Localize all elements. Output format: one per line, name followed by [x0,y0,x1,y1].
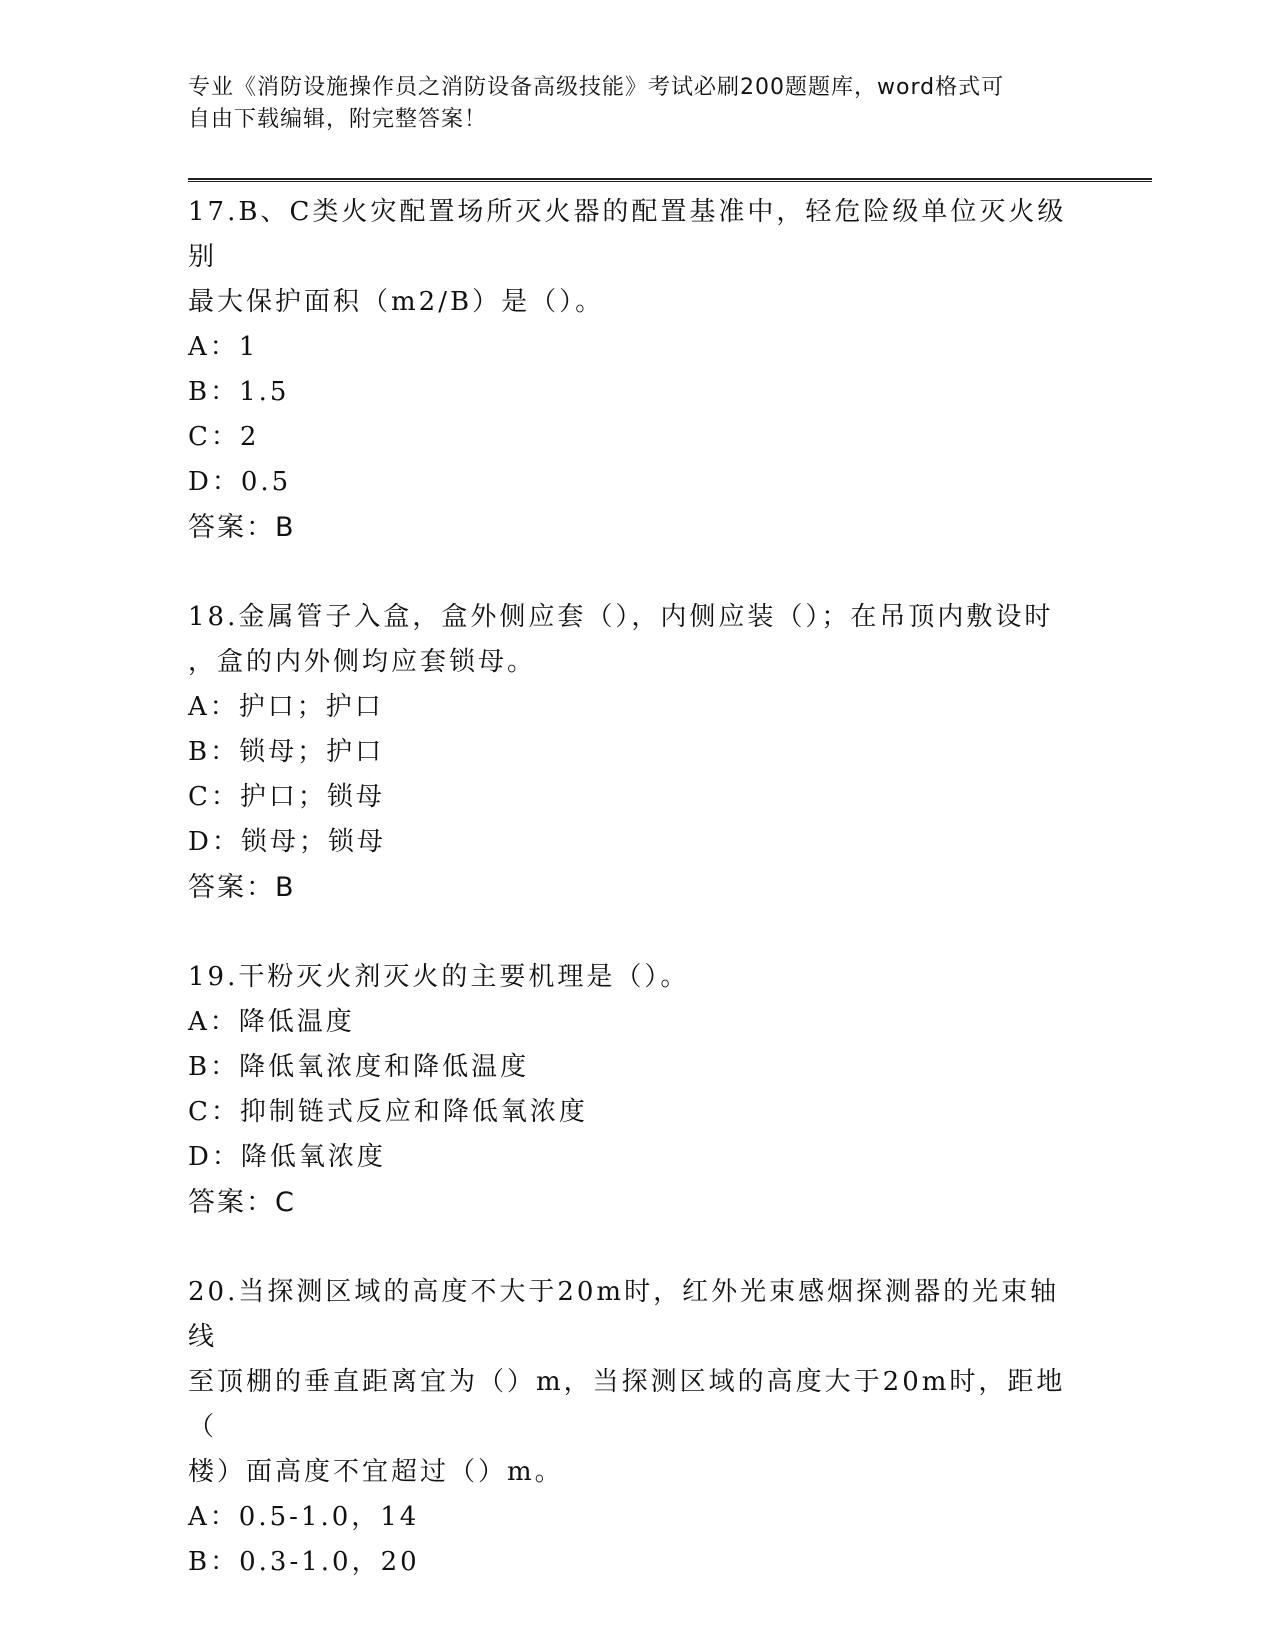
option-a: A：0.5-1.0，14 [188,1502,420,1532]
question-stem-line: 至顶棚的垂直距离宜为（）m，当探测区域的高度大于20m时，距地（ [188,1367,1066,1442]
option-a: A：1 [188,332,259,362]
option-c: C：抑制链式反应和降低氧浓度 [188,1097,588,1127]
option-a: A：护口；护口 [188,692,384,722]
answer-label: 答案：B [188,872,296,903]
question-list [188,190,1088,1585]
question-17 [188,190,1088,550]
option-a: A：降低温度 [188,1007,355,1037]
question-stem-line: 19.干粉灭火剂灭火的主要机理是（）。 [188,962,690,992]
question-18 [188,595,1088,910]
answer-label: 答案：C [188,1187,296,1218]
header-line-1: 专业《消防设施操作员之消防设备高级技能》考试必刷200题题库，word格式可 [188,75,1005,100]
question-20 [188,1270,1088,1585]
option-b: B：0.3-1.0，20 [188,1547,420,1577]
question-stem-line: 18.金属管子入盒，盒外侧应套（），内侧应装（）；在吊顶内敷设时 [188,602,1054,632]
question-stem-line: 最大保护面积（m2/B）是（）。 [188,287,605,317]
option-d: D：锁母；锁母 [188,827,386,857]
question-stem-line: 楼）面高度不宜超过（）m。 [188,1457,564,1487]
question-19 [188,955,1088,1225]
answer-label: 答案：B [188,512,296,543]
header-divider [188,178,1152,182]
question-stem-line: 17.B、C类火灾配置场所灭火器的配置基准中，轻危险级单位灭火级别 [188,197,1067,272]
option-b: B：锁母；护口 [188,737,385,767]
option-b: B：1.5 [188,377,290,407]
option-b: B：降低氧浓度和降低温度 [188,1052,530,1082]
option-d: D：降低氧浓度 [188,1142,386,1172]
document-header [188,72,1088,136]
option-c: C：2 [188,422,260,452]
question-stem-line: ，盒的内外侧均应套锁母。 [188,647,537,677]
question-stem-line: 20.当探测区域的高度不大于20m时，红外光束感烟探测器的光束轴线 [188,1277,1060,1352]
header-line-2: 自由下载编辑，附完整答案！ [188,107,488,132]
option-c: C：护口；锁母 [188,782,385,812]
option-d: D：0.5 [188,467,292,497]
